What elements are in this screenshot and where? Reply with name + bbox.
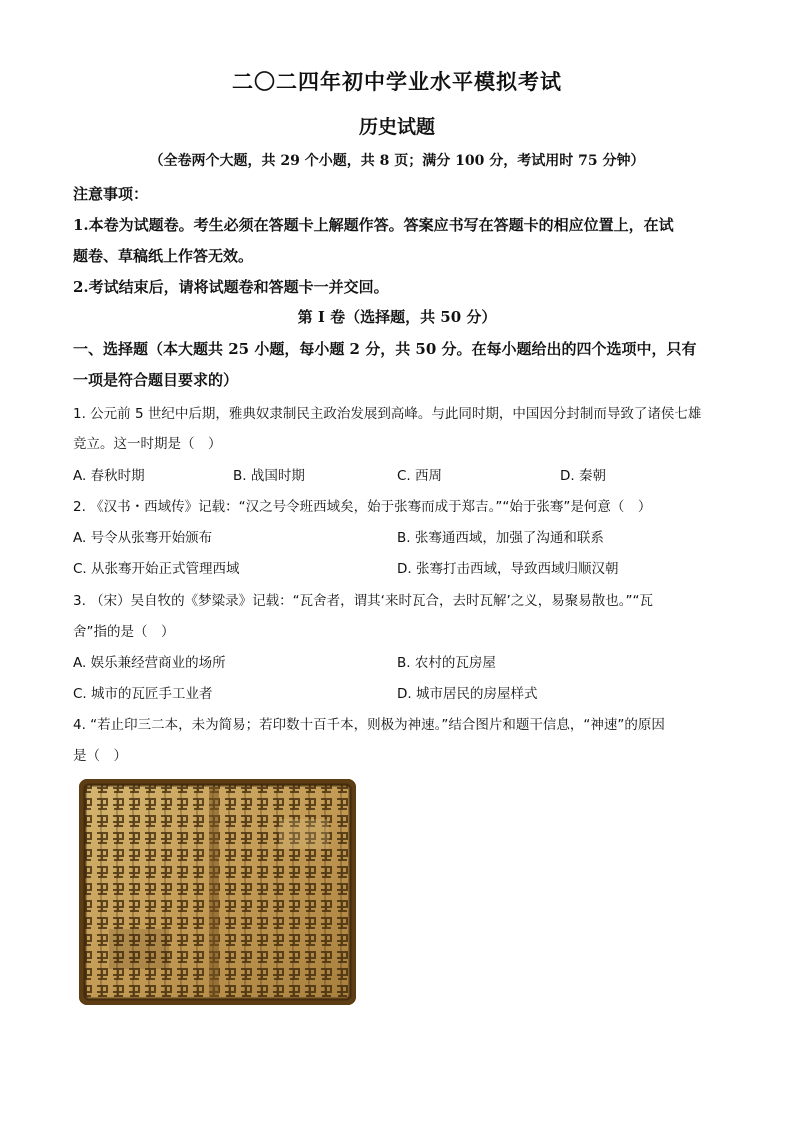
exam-title: 二〇二四年初中学业水平模拟考试: [232, 69, 562, 94]
q1-option-c: C. 西周: [397, 468, 443, 484]
q2-stem-line-1: 2. 《汉书・西域传》记载：“汉之号令班西域矣，始于张骞而成于郑吉。”“始于张骞”是何意（ ）: [73, 499, 652, 515]
q2-option-c: C. 从张骞开始正式管理西域: [73, 561, 240, 577]
q1-option-b: B. 战国时期: [233, 468, 305, 484]
q1-stem-line-1: 1. 公元前 5 世纪中后期，雅典奴隶制民主政治发展到高峰。与此同时期，中国因分封制而导致了诸侯七雄: [73, 406, 702, 422]
part1-heading: 第 I 卷（选择题，共 50 分）: [297, 308, 497, 326]
section-heading-line-2: 一项是符合题目要求的）: [73, 371, 239, 389]
notes-item-1-line-1: 1.本卷为试题卷。考生必须在答题卡上解题作答。答案应书写在答题卡的相应位置上，在试: [73, 216, 674, 234]
section-heading-line-1: 一、选择题（本大题共 25 小题，每小题 2 分，共 50 分。在每小题给出的四个选项中，只有: [73, 340, 697, 358]
q2-option-d: D. 张骞打击西域，导致西域归顺汉朝: [397, 561, 619, 577]
q3-option-c: C. 城市的瓦匠手工业者: [73, 686, 213, 702]
q1-stem-line-2: 竞立。这一时期是（ ）: [73, 436, 222, 452]
q4-stem-line-1: 4. “若止印三二本，未为简易；若印数十百千本，则极为神速。”结合图片和题干信息，“神速”的原因: [73, 717, 665, 733]
exam-subtitle: 历史试题: [358, 116, 435, 138]
notes-heading: 注意事项：: [73, 185, 149, 203]
exam-info: （全卷两个大题，共 29 个小题，共 8 页；满分 100 分，考试用时 75 分钟）: [149, 153, 645, 169]
q1-option-d: D. 秦朝: [560, 468, 606, 484]
q3-stem-line-2: 舍”指的是（ ）: [73, 624, 175, 640]
q3-option-a: A. 娱乐兼经营商业的场所: [73, 655, 226, 671]
q3-stem-line-1: 3. （宋）吴自牧的《梦粱录》记载：“瓦舍者，谓其‘来时瓦合，去时瓦解’之义，易聚易散也。”“瓦: [73, 593, 653, 609]
q2-option-b: B. 张骞通西域，加强了沟通和联系: [397, 530, 604, 546]
q2-option-a: A. 号令从张骞开始颁布: [73, 530, 213, 546]
q4-stem-line-2: 是（ ）: [73, 748, 127, 764]
q1-option-a: A. 春秋时期: [73, 468, 145, 484]
ancient-printed-page-image: [79, 779, 356, 1005]
q3-option-b: B. 农村的瓦房屋: [397, 655, 496, 671]
q3-option-d: D. 城市居民的房屋样式: [397, 686, 538, 702]
notes-item-2: 2.考试结束后，请将试题卷和答题卡一并交回。: [73, 278, 389, 296]
notes-item-1-line-2: 题卷、草稿纸上作答无效。: [73, 247, 254, 265]
